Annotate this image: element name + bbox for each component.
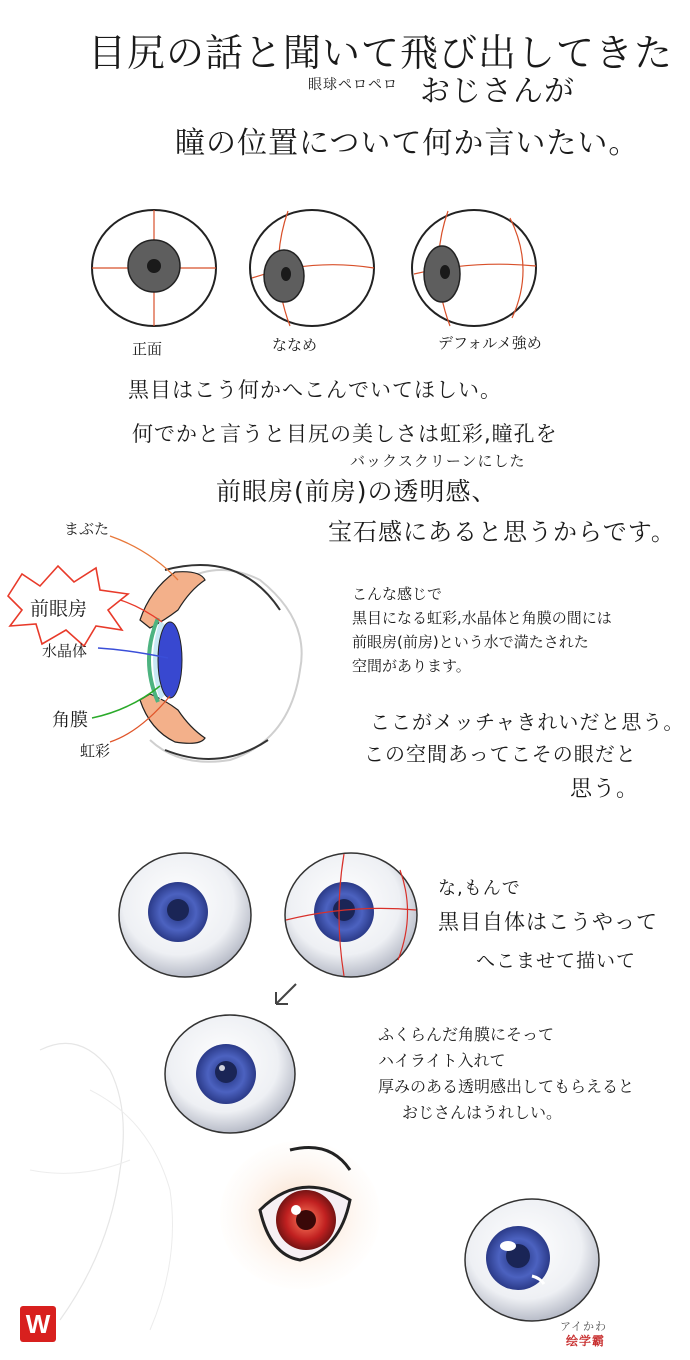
text2-line-3: 前眼房(前房)という水で満たされた xyxy=(352,633,589,651)
text3-line-2: 黒目自体はこうやって xyxy=(438,910,658,934)
eye-diagram-stylized xyxy=(410,208,540,330)
text1-line-4: 前眼房(前房)の透明感、 xyxy=(216,477,498,506)
text2-line-5: ここがメッチャきれいだと思う。 xyxy=(370,710,685,734)
watermark-text: 绘学霸 xyxy=(566,1334,606,1348)
painted-eyeball-2 xyxy=(282,850,420,980)
text1-line-2: 何でかと言うと目尻の美しさは虹彩,瞳孔を xyxy=(132,422,558,446)
text2-line-7: 思う。 xyxy=(570,777,640,802)
eye-diagram-diagonal xyxy=(248,208,378,330)
site-logo xyxy=(20,1306,56,1342)
text1-line-3: バックスクリーンにした xyxy=(350,452,526,470)
text4-line-2: ハイライト入れて xyxy=(378,1051,506,1070)
painted-eyeball-1 xyxy=(116,850,254,980)
text3-line-3: へこませて描いて xyxy=(476,950,637,972)
text3-line-1: な,もんで xyxy=(438,878,521,899)
text1-line-5: 宝石感にあると思うからです。 xyxy=(328,518,676,546)
label-iris: 虹彩 xyxy=(80,742,111,760)
text4-line-1: ふくらんだ角膜にそって xyxy=(378,1025,555,1044)
title-line-2b: おじさんが xyxy=(420,74,575,109)
logo-letter: W xyxy=(25,1308,51,1339)
text2-line-6: この空間あってこその眼だと xyxy=(364,742,637,766)
text2-block xyxy=(352,582,612,678)
text2-line-4: 空間があります。 xyxy=(352,657,471,675)
painted-eyeball-4 xyxy=(462,1196,602,1324)
title-line-2a: 眼球ペロペロ xyxy=(308,77,398,93)
text4-block xyxy=(378,1022,634,1126)
artist-signature: アイかわ xyxy=(560,1320,608,1333)
title-line-1: 目尻の話と聞いて飛び出してきた xyxy=(88,31,674,75)
text4-line-4: おじさんはうれしい。 xyxy=(402,1103,563,1122)
label-cornea: 角膜 xyxy=(52,710,88,731)
text2-line-2: 黒目になる虹彩,水晶体と角膜の間には xyxy=(352,609,612,627)
label-front: 正面 xyxy=(132,340,163,358)
label-anterior-chamber: 前眼房 xyxy=(30,598,88,620)
label-lens: 水晶体 xyxy=(42,642,88,660)
label-diagonal: ななめ xyxy=(272,336,318,354)
text2-line-1: こんな感じで xyxy=(352,585,443,603)
text1-line-1: 黒目はこう何かへこんでいてほしい。 xyxy=(128,378,502,402)
eye-diagram-front xyxy=(90,208,220,330)
label-eyelid: まぶた xyxy=(64,520,110,538)
background-sketch xyxy=(20,1030,220,1330)
anime-eye-illustration xyxy=(220,1140,380,1290)
arrow-icon xyxy=(270,980,300,1010)
text4-line-3: 厚みのある透明感出してもらえると xyxy=(378,1077,635,1096)
title-line-3: 瞳の位置について何か言いたい。 xyxy=(175,126,640,161)
label-stylized: デフォルメ強め xyxy=(438,334,542,352)
